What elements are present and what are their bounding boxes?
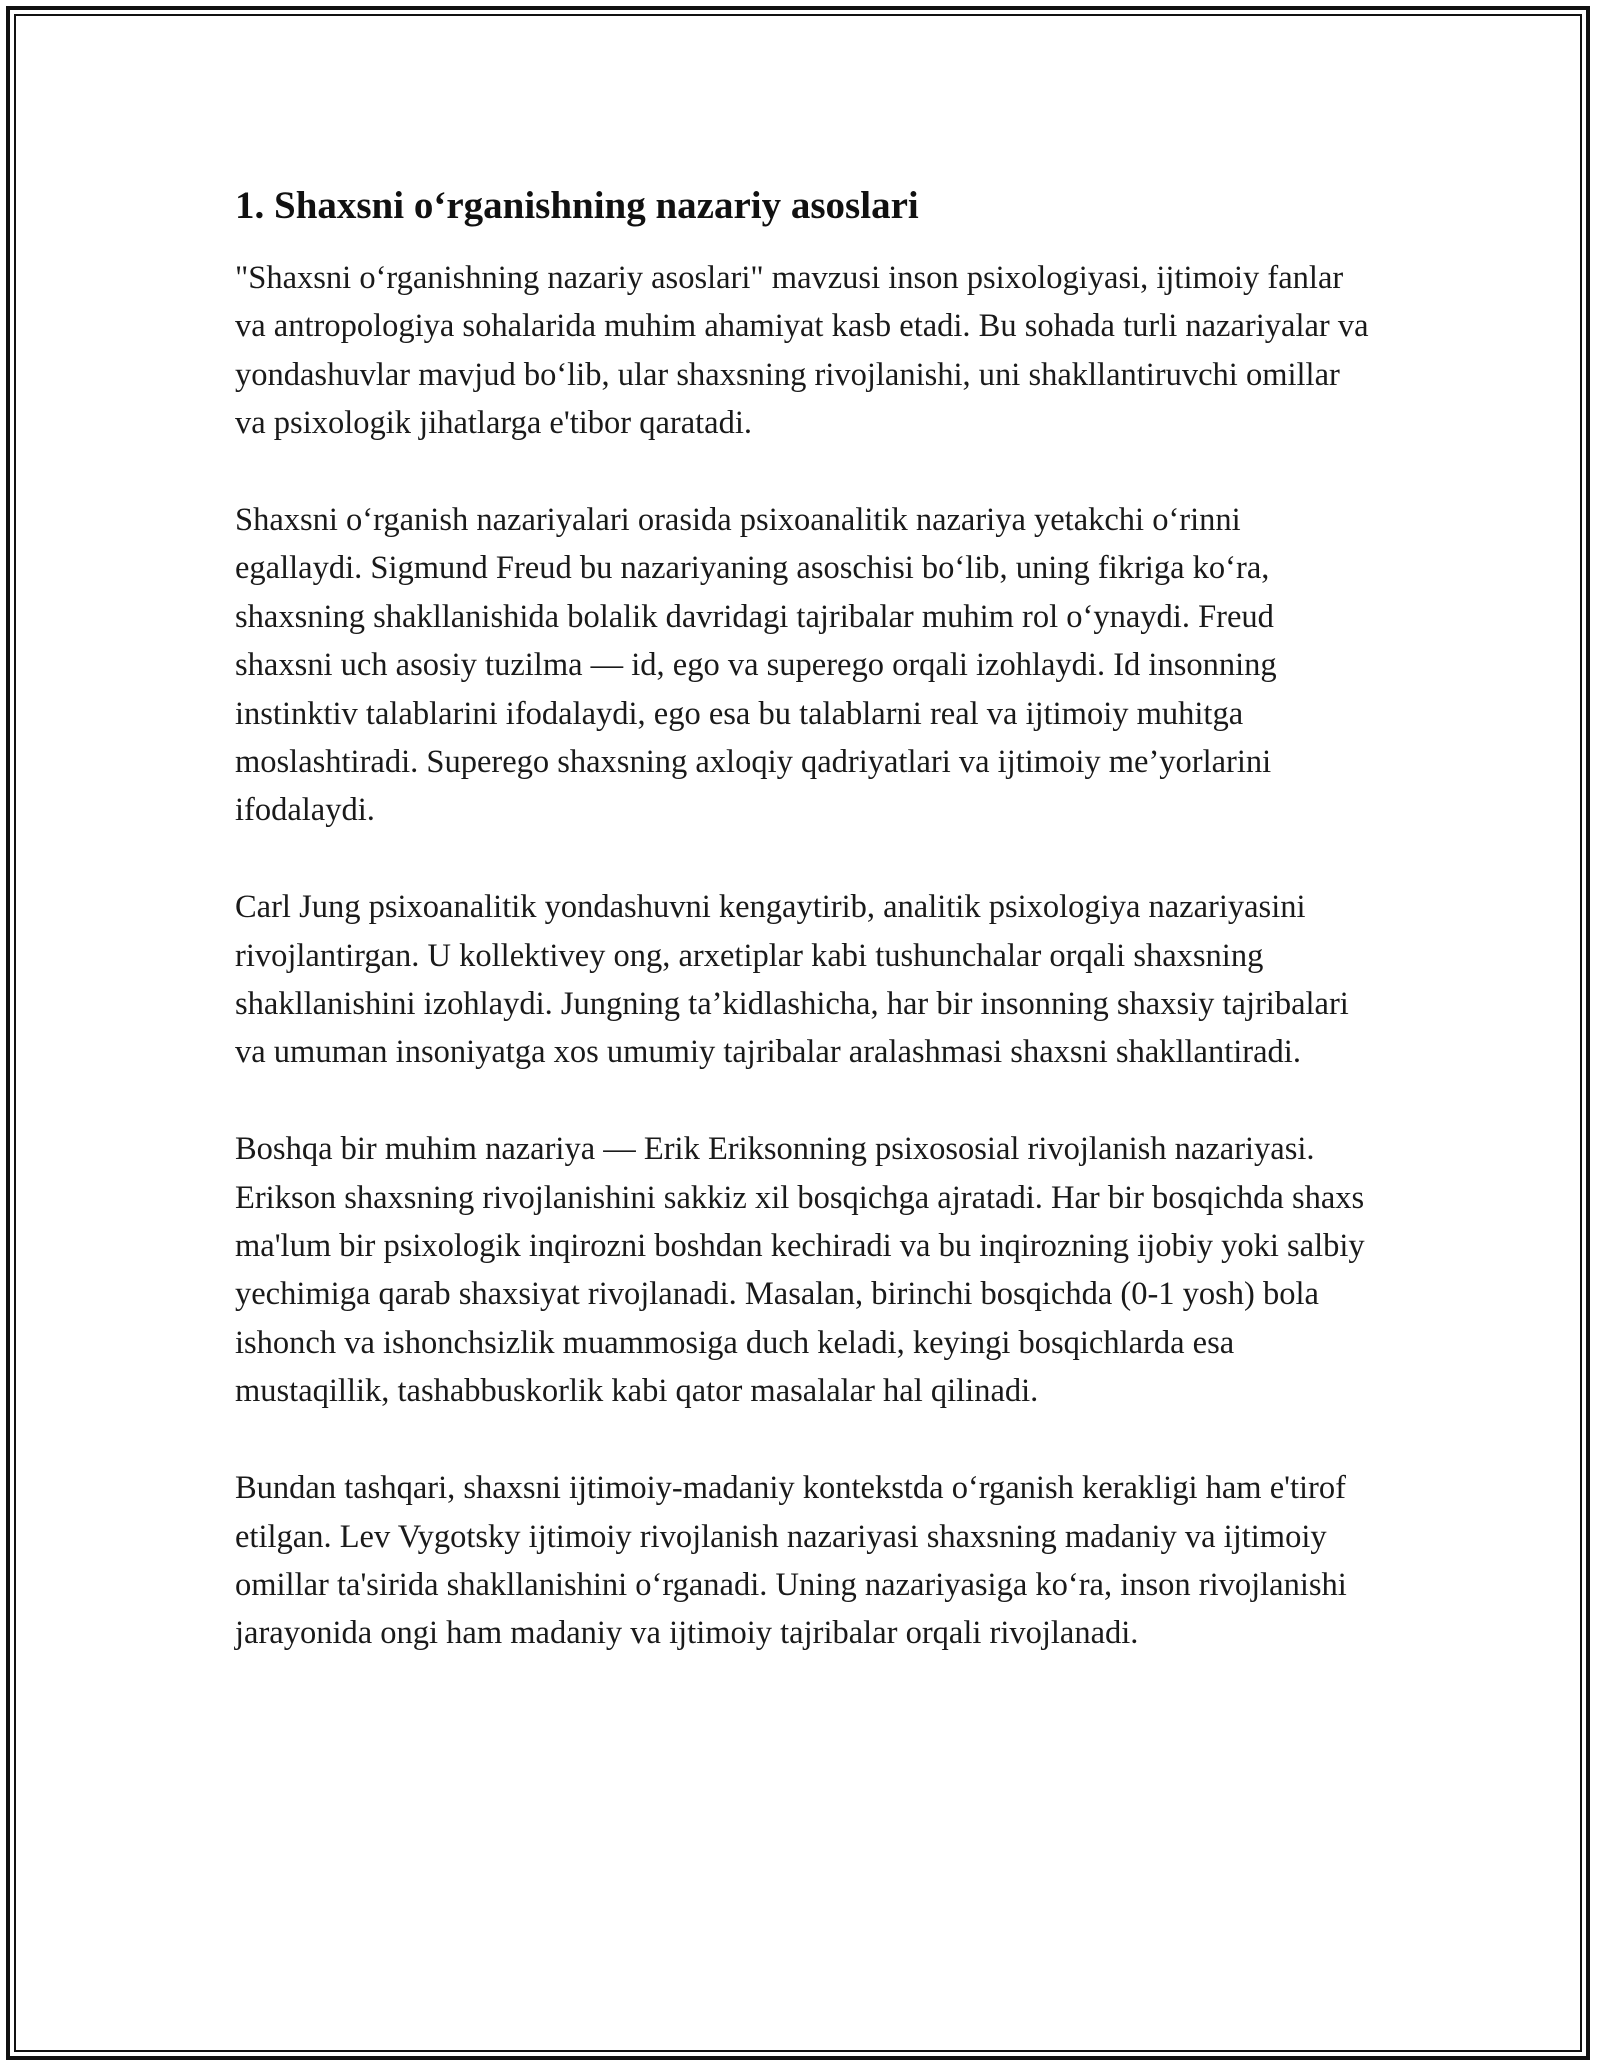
paragraph-erikson: Boshqa bir muhim nazariya — Erik Eriksonning psixososial rivojlanish nazariyasi. Erikson shaxsning rivojlanishini sakkiz xil bosqichga ajratadi. Har bir bosqichda shaxs ma'lum bir psixologik inqirozni boshdan kechiradi va bu inqirozning ijobiy yoki salbiy yechimiga qarab shaxsiyat rivojlanadi. Masalan, birinchi bosqichda (0-1 yosh) bola ishonch va ishonchsizlik muammosiga duch keladi, keyingi bosqichlarda esa mustaqillik, tashabbuskorlik kabi qator masalalar hal qilinadi.: [235, 1131, 1365, 1410]
paragraph-intro: "Shaxsni o‘rganishning nazariy asoslari" mavzusi inson psixologiyasi, ijtimoiy fanlar va antropologiya sohalarida muhim ahamiyat kasb etadi. Bu sohada turli nazariyalar va yondashuvlar mavjud bo‘lib, ular shaxsning rivojlanishi, uni shakllantiruvchi omillar va psixologik jihatlarga e'tibor qaratadi.: [235, 260, 1369, 442]
section-heading: 1. Shaxsni o‘rganishning nazariy asoslari: [235, 184, 919, 227]
paragraph-jung: Carl Jung psixoanalitik yondashuvni kengaytirib, analitik psixologiya nazariyasini rivojlantirgan. U kollektivey ong, arxetiplar kabi tushunchalar orqali shaxsning shakllanishini izohlaydi. Jungning ta’kidlashicha, har bir insonning shaxsiy tajribalari va umuman insoniyatga xos umumiy tajribalar aralashmasi shaxsni shakllantiradi.: [235, 889, 1349, 1071]
document-body: [235, 180, 1375, 1706]
paragraph-vygotsky: Bundan tashqari, shaxsni ijtimoiy-madaniy kontekstda o‘rganish kerakligi ham e'tirof etilgan. Lev Vygotsky ijtimoiy rivojlanish nazariyasi shaxsning madaniy va ijtimoiy omillar ta'sirida shakllanishini o‘rganadi. Uning nazariyasiga ko‘ra, inson rivojlanishi jarayonida ongi ham madaniy va ijtimoiy tajribalar orqali rivojlanadi.: [235, 1470, 1347, 1652]
paragraph-freud: Shaxsni o‘rganish nazariyalari orasida psixoanalitik nazariya yetakchi o‘rinni egallaydi. Sigmund Freud bu nazariyaning asoschisi bo‘lib, uning fikriga ko‘ra, shaxsning shakllanishida bolalik davridagi tajribalar muhim rol o‘ynaydi. Freud shaxsni uch asosiy tuzilma — id, ego va superego orqali izohlaydi. Id insonning instinktiv talablarini ifodalaydi, ego esa bu talablarni real va ijtimoiy muhitga moslashtiradi. Superego shaxsning axloqiy qadriyatlari va ijtimoiy me’yorlarini ifodalaydi.: [235, 502, 1277, 829]
